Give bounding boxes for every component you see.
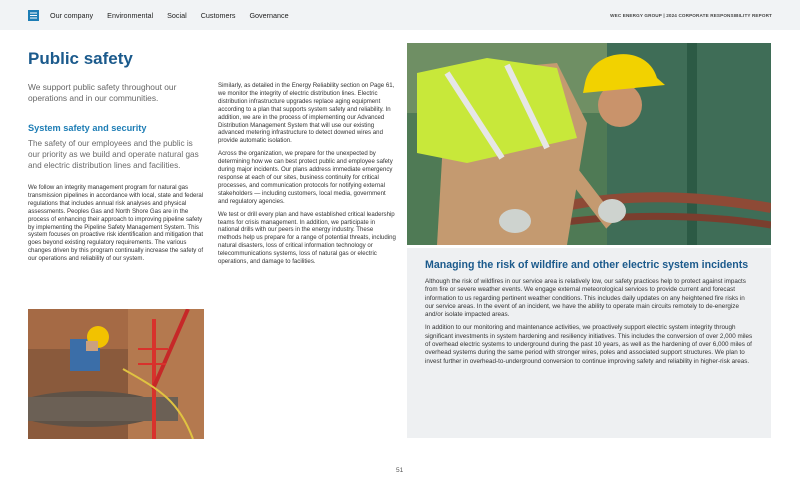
worker-with-hardhat-photo xyxy=(407,43,771,245)
callout-title: Managing the risk of wildfire and other electric system incidents xyxy=(425,259,749,271)
wec-logo-icon[interactable] xyxy=(28,10,39,21)
wildfire-callout-box xyxy=(407,248,771,438)
callout-paragraph: In addition to our monitoring and maintenance activities, we proactively support electric system integrity through significant investments in system hardening and resiliency initiatives. This includes the conversion of over 2,000 miles of overhead electric systems to underground during the past 10 years, as well as the hardening of over 6,000 miles of overhead systems during the same period with stronger wires, poles and associated support structures. We plan to invest further in overhead-to-underground conversion to continue improving safety and reliability in higher-risk areas. xyxy=(425,324,753,365)
body-paragraph: We test or drill every plan and have established critical leadership teams for crisis management. In addition, we participate in national drills with our peers in the energy industry. These methods help us prepare for a range of potential threats, including natural disasters, loss of critical information technology or telecommunications systems, loss of natural gas or electric operations, and damage to facilities. xyxy=(218,210,396,266)
section-subheading: System safety and security xyxy=(28,123,147,133)
report-title: WEC ENERGY GROUP | 2024 CORPORATE RESPONSIBILITY REPORT xyxy=(610,13,772,18)
page-number: 51 xyxy=(396,467,404,474)
nav-item-our-company[interactable]: Our company xyxy=(50,11,94,20)
body-paragraph: We follow an integrity management program for natural gas transmission pipelines in accordance with local, state and federal regulations that includes annual risk analyses and physical assessments. Peoples Gas and North Shore Gas are in the process of enhancing their approach to improving pipeline safety by implementing the Pipeline Safety Management System. This system focuses on proactive risk identification and mitigation that goes beyond existing regulatory requirements. The various changes driven by this program continually increase the safety of our operations and reliability of our system. xyxy=(28,184,204,263)
nav-item-customers[interactable]: Customers xyxy=(200,11,236,20)
nav-item-environmental[interactable]: Environmental xyxy=(107,11,154,20)
callout-paragraph: Although the risk of wildfires in our service area is relatively low, our safety practices help to protect against impacts from fire or severe weather events. We engage external meteorological services to provide current and forecast information to us regarding pertinent weather conditions. This includes daily updates on any heightened fire risks in our service areas. In the event of an incident, we have the ability to operate main circuits remotely to de-energize and/or isolate impacted areas. xyxy=(425,278,746,319)
body-paragraph: Across the organization, we prepare for the unexpected by determining how we can best protect public and employee safety during major incidents. Our plans address immediate emergency response at each of our sites, business continuity for critical processes, and communication protocols for notifying external stakeholders — including customers, local media, government and regulatory agencies. xyxy=(218,150,393,205)
intro-text: We support public safety throughout our operations and in our communities. xyxy=(28,82,177,103)
nav-item-social[interactable]: Social xyxy=(167,11,187,20)
nav-item-governance[interactable]: Governance xyxy=(249,11,289,20)
main-nav xyxy=(50,11,289,20)
top-navigation-bar xyxy=(0,0,800,30)
body-paragraph: Similarly, as detailed in the Energy Reliability section on Page 61, we monitor the integrity of electric distribution lines. Electric distribution infrastructure upgrades replace aging equipment according to a plan that supports system safety and reliability. In addition, we are in the process of implementing our Advanced Distribution Management System that will use our existing advanced metering infrastructure to detect downed wires and provide automatic isolation. xyxy=(218,82,395,145)
page-title: Public safety xyxy=(28,49,133,68)
worker-in-excavation-photo xyxy=(28,309,204,439)
callout-body xyxy=(425,278,755,371)
lead-paragraph: The safety of our employees and the public is our priority as we build and operate natural gas and electric distribution lines and facilities. xyxy=(28,139,199,170)
middle-column xyxy=(218,82,396,271)
